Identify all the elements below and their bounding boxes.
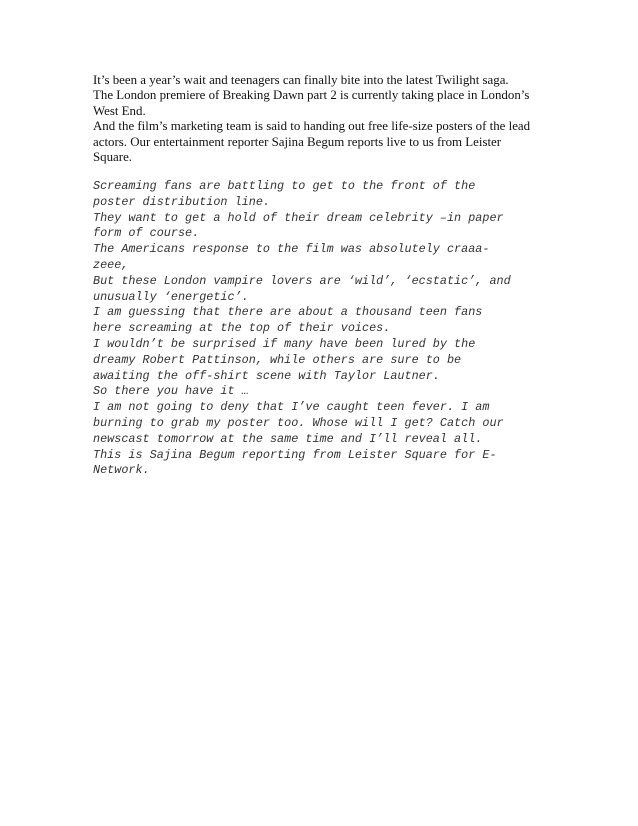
script-line: unusually ‘energetic’. — [93, 289, 249, 304]
script-line: Screaming fans are battling to get to the front of the — [93, 179, 476, 193]
intro-line: The London premiere of Breaking Dawn part 2 is currently taking place in London’s — [93, 88, 530, 103]
reporter-script — [93, 179, 553, 479]
script-line: dreamy Robert Pattinson, while others are sure to be — [93, 352, 462, 367]
intro-line: Square. — [93, 150, 133, 165]
intro-line: It’s been a year’s wait and teenagers can finally bite into the latest Twilight saga. — [93, 73, 509, 87]
script-line: I am guessing that there are about a thousand teen fans — [93, 305, 483, 320]
script-line: newscast tomorrow at the same time and I’ll reveal all. — [93, 431, 483, 446]
script-line: form of course. — [93, 226, 200, 241]
script-line: But these London vampire lovers are ‘wild’, ‘ecstatic’, and — [93, 273, 511, 288]
script-line: I am not going to deny that I’ve caught teen fever. I am — [93, 400, 490, 415]
script-line: zeee, — [93, 257, 129, 272]
intro-line: West End. — [93, 103, 146, 118]
script-line: The Americans response to the film was absolutely craaa- — [93, 242, 490, 257]
script-line: Network. — [93, 463, 150, 478]
intro-line: And the film’s marketing team is said to handing out free life-size posters of the lead — [93, 119, 531, 134]
intro-line: actors. Our entertainment reporter Sajina Begum reports live to us from Leister — [93, 134, 502, 149]
script-line: This is Sajina Begum reporting from Leister Square for E- — [93, 447, 497, 462]
script-line: They want to get a hold of their dream celebrity –in paper — [93, 210, 504, 225]
script-line: awaiting the off-shirt scene with Taylor Lautner. — [93, 368, 440, 383]
script-line: here screaming at the top of their voices. — [93, 321, 391, 336]
script-line: So there you have it … — [93, 384, 249, 399]
script-line: I wouldn’t be surprised if many have been lured by the — [93, 336, 476, 351]
script-line: burning to grab my poster too. Whose will I get? Catch our — [93, 415, 504, 430]
intro-paragraph — [93, 73, 553, 165]
script-line: poster distribution line. — [93, 194, 270, 209]
